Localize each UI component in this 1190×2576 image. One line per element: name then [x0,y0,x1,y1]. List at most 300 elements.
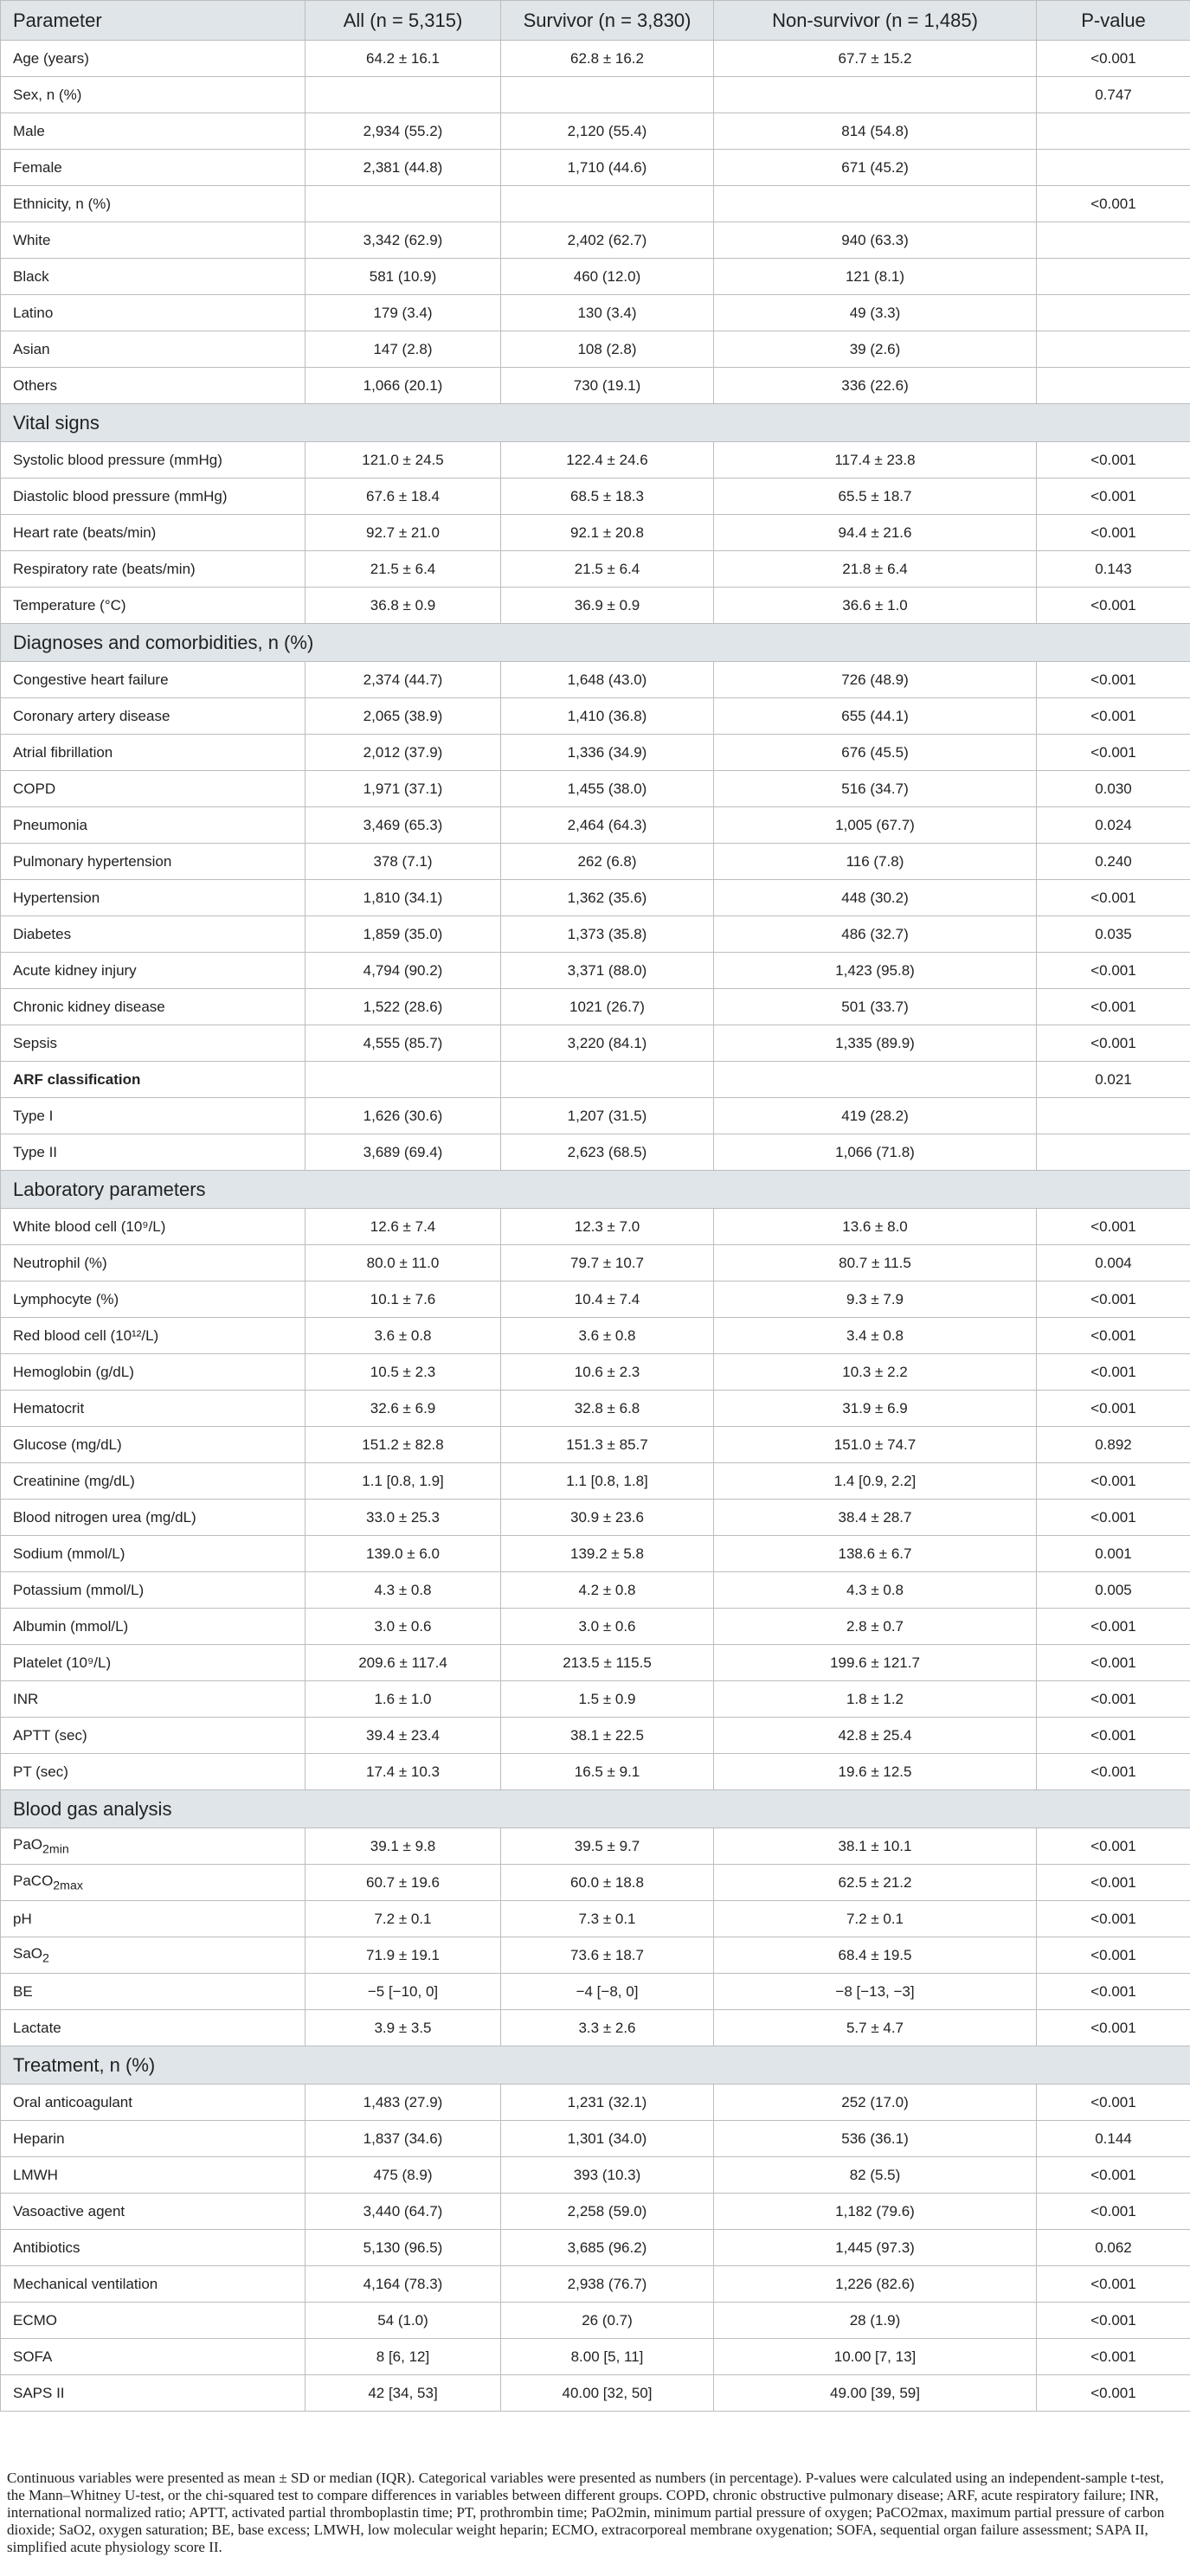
table-row [1,1463,1190,1500]
row-label: Red blood cell (10¹²/L) [1,1318,306,1354]
row-label: ECMO [1,2303,306,2339]
table-header-row [1,1,1190,41]
cell-p-value: <0.001 [1037,479,1190,515]
table-row [1,479,1190,515]
cell-survivor: 1021 (26.7) [501,989,714,1025]
row-label: Mechanical ventilation [1,2266,306,2303]
table-row [1,1318,1190,1354]
row-label: Sex, n (%) [1,77,306,113]
cell-all: 17.4 ± 10.3 [306,1754,501,1790]
cell-all: 33.0 ± 25.3 [306,1500,501,1536]
row-label: Chronic kidney disease [1,989,306,1025]
cell-all: 2,065 (38.9) [306,698,501,735]
cell-survivor: 730 (19.1) [501,368,714,404]
cell-survivor: 3.3 ± 2.6 [501,2010,714,2046]
row-label: Sepsis [1,1025,306,1062]
table-row [1,2230,1190,2266]
cell-all: 1,626 (30.6) [306,1098,501,1134]
table-row [1,2121,1190,2157]
cell-p-value: <0.001 [1037,442,1190,479]
cell-p-value: <0.001 [1037,2085,1190,2121]
row-label: LMWH [1,2157,306,2194]
cell-p-value: <0.001 [1037,2303,1190,2339]
cell-all: 3.6 ± 0.8 [306,1318,501,1354]
cell-all: 1,522 (28.6) [306,989,501,1025]
cell-p-value: <0.001 [1037,880,1190,916]
cell-survivor: 1,207 (31.5) [501,1098,714,1134]
table-row [1,1718,1190,1754]
cell-non-survivor: 419 (28.2) [714,1098,1037,1134]
cell-p-value: <0.001 [1037,662,1190,698]
cell-non-survivor: 138.6 ± 6.7 [714,1536,1037,1572]
cell-survivor: 460 (12.0) [501,259,714,295]
cell-all: 2,374 (44.7) [306,662,501,698]
cell-all: 121.0 ± 24.5 [306,442,501,479]
row-label: Others [1,368,306,404]
cell-all: 60.7 ± 19.6 [306,1865,501,1901]
cell-all: 21.5 ± 6.4 [306,551,501,588]
cell-non-survivor: 199.6 ± 121.7 [714,1645,1037,1681]
table-row [1,1098,1190,1134]
cell-survivor: 39.5 ± 9.7 [501,1828,714,1865]
cell-non-survivor [714,77,1037,113]
cell-p-value [1037,150,1190,186]
cell-all: 54 (1.0) [306,2303,501,2339]
section-header-row [1,2046,1190,2085]
row-label: Neutrophil (%) [1,1245,306,1282]
cell-survivor: 393 (10.3) [501,2157,714,2194]
cell-all: 209.6 ± 117.4 [306,1645,501,1681]
cell-p-value: <0.001 [1037,1718,1190,1754]
cell-non-survivor: 117.4 ± 23.8 [714,442,1037,479]
row-label: Acute kidney injury [1,953,306,989]
cell-non-survivor: 49.00 [39, 59] [714,2375,1037,2412]
cell-survivor: 1,362 (35.6) [501,880,714,916]
row-label [1,1865,306,1901]
row-label: Diabetes [1,916,306,953]
cell-p-value: <0.001 [1037,2266,1190,2303]
table-row [1,1974,1190,2010]
cell-non-survivor: 501 (33.7) [714,989,1037,1025]
table-row [1,1427,1190,1463]
cell-all: 36.8 ± 0.9 [306,588,501,624]
cell-survivor: 12.3 ± 7.0 [501,1209,714,1245]
row-label: Respiratory rate (beats/min) [1,551,306,588]
row-label-subscript: 2max [53,1879,83,1893]
row-label: Female [1,150,306,186]
cell-non-survivor: 336 (22.6) [714,368,1037,404]
section-title: Treatment, n (%) [1,2046,1190,2085]
row-label: Type I [1,1098,306,1134]
cell-p-value: <0.001 [1037,41,1190,77]
cell-p-value: <0.001 [1037,1828,1190,1865]
table-row [1,1500,1190,1536]
cell-all: −5 [−10, 0] [306,1974,501,2010]
row-label-subscript: 2min [42,1842,69,1857]
table-row [1,551,1190,588]
cell-survivor [501,77,714,113]
cell-non-survivor: 7.2 ± 0.1 [714,1901,1037,1937]
row-label: Potassium (mmol/L) [1,1572,306,1609]
cell-survivor: 1,648 (43.0) [501,662,714,698]
cell-p-value [1037,368,1190,404]
table-row [1,186,1190,222]
cell-non-survivor: 42.8 ± 25.4 [714,1718,1037,1754]
cell-all: 147 (2.8) [306,331,501,368]
cell-all: 39.4 ± 23.4 [306,1718,501,1754]
row-label: Type II [1,1134,306,1171]
section-header-row [1,624,1190,662]
cell-survivor: 3,220 (84.1) [501,1025,714,1062]
cell-non-survivor: 448 (30.2) [714,880,1037,916]
row-label: Lymphocyte (%) [1,1282,306,1318]
cell-survivor: 130 (3.4) [501,295,714,331]
cell-p-value: <0.001 [1037,1645,1190,1681]
cell-p-value: <0.001 [1037,1025,1190,1062]
cell-p-value: <0.001 [1037,1609,1190,1645]
cell-all: 3.0 ± 0.6 [306,1609,501,1645]
cell-p-value: <0.001 [1037,1937,1190,1974]
table-row [1,588,1190,624]
cell-survivor: 2,120 (55.4) [501,113,714,150]
row-label: Congestive heart failure [1,662,306,698]
cell-survivor: 16.5 ± 9.1 [501,1754,714,1790]
table-row [1,1754,1190,1790]
header-p-value: P-value [1037,1,1190,41]
cell-all: 67.6 ± 18.4 [306,479,501,515]
cell-survivor: 1,373 (35.8) [501,916,714,953]
cell-survivor: 2,938 (76.7) [501,2266,714,2303]
cell-p-value: 0.021 [1037,1062,1190,1098]
cell-survivor: 1,410 (36.8) [501,698,714,735]
cell-all [306,1062,501,1098]
table-row [1,2085,1190,2121]
cell-non-survivor: 82 (5.5) [714,2157,1037,2194]
table-row [1,698,1190,735]
cell-p-value: <0.001 [1037,1318,1190,1354]
cell-survivor: 73.6 ± 18.7 [501,1937,714,1974]
cell-p-value: <0.001 [1037,1901,1190,1937]
row-label-text: SaO [13,1944,43,1962]
cell-all: 1,971 (37.1) [306,771,501,807]
cell-p-value: <0.001 [1037,1500,1190,1536]
cell-all: 42 [34, 53] [306,2375,501,2412]
table-row [1,662,1190,698]
row-label: pH [1,1901,306,1937]
cell-all: 179 (3.4) [306,295,501,331]
table-row [1,989,1190,1025]
cell-p-value: 0.005 [1037,1572,1190,1609]
table-row [1,222,1190,259]
cell-p-value: <0.001 [1037,989,1190,1025]
cell-survivor: 40.00 [32, 50] [501,2375,714,2412]
cell-all: 80.0 ± 11.0 [306,1245,501,1282]
cell-survivor: −4 [−8, 0] [501,1974,714,2010]
cell-survivor: 30.9 ± 23.6 [501,1500,714,1536]
cell-survivor: 139.2 ± 5.8 [501,1536,714,1572]
cell-survivor: 10.6 ± 2.3 [501,1354,714,1391]
cell-survivor: 2,623 (68.5) [501,1134,714,1171]
table-row [1,880,1190,916]
cell-p-value: 0.024 [1037,807,1190,844]
cell-p-value: <0.001 [1037,1754,1190,1790]
section-header-row [1,1790,1190,1828]
cell-survivor: 36.9 ± 0.9 [501,588,714,624]
row-label: INR [1,1681,306,1718]
row-label: Heart rate (beats/min) [1,515,306,551]
cell-non-survivor: 726 (48.9) [714,662,1037,698]
cell-all: 10.5 ± 2.3 [306,1354,501,1391]
cell-all: 92.7 ± 21.0 [306,515,501,551]
cell-p-value [1037,222,1190,259]
section-title: Laboratory parameters [1,1171,1190,1209]
section-title: Vital signs [1,404,1190,442]
cell-survivor: 38.1 ± 22.5 [501,1718,714,1754]
row-label: Latino [1,295,306,331]
cell-all: 5,130 (96.5) [306,2230,501,2266]
table-row [1,1681,1190,1718]
cell-survivor: 1.5 ± 0.9 [501,1681,714,1718]
table-row [1,41,1190,77]
cell-p-value: <0.001 [1037,698,1190,735]
section-title: Diagnoses and comorbidities, n (%) [1,624,1190,662]
table-row [1,150,1190,186]
cell-non-survivor: 10.00 [7, 13] [714,2339,1037,2375]
cell-non-survivor: 38.4 ± 28.7 [714,1500,1037,1536]
cell-survivor: 60.0 ± 18.8 [501,1865,714,1901]
cell-survivor: 1,710 (44.6) [501,150,714,186]
cell-all: 2,381 (44.8) [306,150,501,186]
cell-all: 1.6 ± 1.0 [306,1681,501,1718]
row-label: SAPS II [1,2375,306,2412]
cell-non-survivor: 516 (34.7) [714,771,1037,807]
cell-all: 8 [6, 12] [306,2339,501,2375]
cell-non-survivor: 62.5 ± 21.2 [714,1865,1037,1901]
cell-all: 4,164 (78.3) [306,2266,501,2303]
cell-survivor: 262 (6.8) [501,844,714,880]
cell-survivor: 10.4 ± 7.4 [501,1282,714,1318]
cell-p-value: <0.001 [1037,1282,1190,1318]
cell-survivor: 68.5 ± 18.3 [501,479,714,515]
table-row [1,515,1190,551]
row-label: Coronary artery disease [1,698,306,735]
cell-p-value: <0.001 [1037,515,1190,551]
cell-non-survivor: 940 (63.3) [714,222,1037,259]
table-row [1,442,1190,479]
cell-p-value: <0.001 [1037,1463,1190,1500]
row-label: Diastolic blood pressure (mmHg) [1,479,306,515]
cell-survivor: 92.1 ± 20.8 [501,515,714,551]
row-label: Hemoglobin (g/dL) [1,1354,306,1391]
cell-non-survivor: 1,423 (95.8) [714,953,1037,989]
row-label: Oral anticoagulant [1,2085,306,2121]
cell-all: 1,483 (27.9) [306,2085,501,2121]
cell-all: 1,837 (34.6) [306,2121,501,2157]
cell-all: 64.2 ± 16.1 [306,41,501,77]
table-row [1,1901,1190,1937]
cell-p-value: 0.004 [1037,1245,1190,1282]
table-row [1,368,1190,404]
cell-all: 2,012 (37.9) [306,735,501,771]
cell-non-survivor: 67.7 ± 15.2 [714,41,1037,77]
row-label: SOFA [1,2339,306,2375]
cell-non-survivor: 4.3 ± 0.8 [714,1572,1037,1609]
table-row [1,735,1190,771]
cell-non-survivor: 13.6 ± 8.0 [714,1209,1037,1245]
cell-survivor: 32.8 ± 6.8 [501,1391,714,1427]
cell-non-survivor: 19.6 ± 12.5 [714,1754,1037,1790]
table-row [1,807,1190,844]
cell-survivor: 3,685 (96.2) [501,2230,714,2266]
cell-non-survivor: 151.0 ± 74.7 [714,1427,1037,1463]
row-label: Platelet (10⁹/L) [1,1645,306,1681]
row-label: APTT (sec) [1,1718,306,1754]
row-label: Sodium (mmol/L) [1,1536,306,1572]
cell-survivor: 8.00 [5, 11] [501,2339,714,2375]
cell-non-survivor: 36.6 ± 1.0 [714,588,1037,624]
cell-all: 3.9 ± 3.5 [306,2010,501,2046]
cell-all: 1,066 (20.1) [306,368,501,404]
cell-all: 581 (10.9) [306,259,501,295]
cell-non-survivor [714,1062,1037,1098]
table-row [1,1609,1190,1645]
row-label: Asian [1,331,306,368]
cell-p-value: 0.030 [1037,771,1190,807]
row-label: White blood cell (10⁹/L) [1,1209,306,1245]
cell-all [306,186,501,222]
header-survivor: Survivor (n = 3,830) [501,1,714,41]
cell-non-survivor: 39 (2.6) [714,331,1037,368]
cell-p-value [1037,1134,1190,1171]
cell-survivor [501,186,714,222]
cell-non-survivor [714,186,1037,222]
cell-non-survivor: 676 (45.5) [714,735,1037,771]
cell-all: 139.0 ± 6.0 [306,1536,501,1572]
cell-survivor: 21.5 ± 6.4 [501,551,714,588]
cell-survivor: 2,464 (64.3) [501,807,714,844]
cell-non-survivor: 1,182 (79.6) [714,2194,1037,2230]
cell-survivor: 1,231 (32.1) [501,2085,714,2121]
cell-survivor: 4.2 ± 0.8 [501,1572,714,1609]
cell-survivor: 151.3 ± 85.7 [501,1427,714,1463]
cell-p-value: <0.001 [1037,2194,1190,2230]
cell-non-survivor: 9.3 ± 7.9 [714,1282,1037,1318]
row-label: Blood nitrogen urea (mg/dL) [1,1500,306,1536]
row-label: Antibiotics [1,2230,306,2266]
row-label [1,1937,306,1974]
cell-survivor: 122.4 ± 24.6 [501,442,714,479]
cell-all: 10.1 ± 7.6 [306,1282,501,1318]
row-label: Hypertension [1,880,306,916]
cell-all: 12.6 ± 7.4 [306,1209,501,1245]
table-row [1,1865,1190,1901]
cell-non-survivor: 1,005 (67.7) [714,807,1037,844]
table-row [1,1572,1190,1609]
cell-non-survivor: 1,226 (82.6) [714,2266,1037,2303]
cell-p-value: <0.001 [1037,2157,1190,2194]
cell-p-value: 0.240 [1037,844,1190,880]
row-label: White [1,222,306,259]
table-row [1,77,1190,113]
table-row [1,2375,1190,2412]
row-label: Male [1,113,306,150]
cell-p-value [1037,113,1190,150]
table-row [1,2339,1190,2375]
cell-p-value: <0.001 [1037,1681,1190,1718]
cell-survivor: 7.3 ± 0.1 [501,1901,714,1937]
cell-non-survivor: 1,445 (97.3) [714,2230,1037,2266]
table-row [1,1209,1190,1245]
row-label: Albumin (mmol/L) [1,1609,306,1645]
row-label: PT (sec) [1,1754,306,1790]
cell-non-survivor: 28 (1.9) [714,2303,1037,2339]
row-label: Lactate [1,2010,306,2046]
table-row [1,771,1190,807]
cell-non-survivor: 94.4 ± 21.6 [714,515,1037,551]
table-row [1,1062,1190,1098]
cell-non-survivor: 10.3 ± 2.2 [714,1354,1037,1391]
cell-non-survivor: 1.8 ± 1.2 [714,1681,1037,1718]
row-label: Pneumonia [1,807,306,844]
cell-survivor [501,1062,714,1098]
cell-non-survivor: 1,066 (71.8) [714,1134,1037,1171]
cell-all: 3,689 (69.4) [306,1134,501,1171]
row-label: Ethnicity, n (%) [1,186,306,222]
cell-p-value [1037,259,1190,295]
row-label: BE [1,1974,306,2010]
cell-p-value: <0.001 [1037,735,1190,771]
row-label-text: PaCO [13,1872,54,1889]
cell-all: 71.9 ± 19.1 [306,1937,501,1974]
cell-p-value: <0.001 [1037,1354,1190,1391]
cell-all: 4,794 (90.2) [306,953,501,989]
table-row [1,1645,1190,1681]
cell-non-survivor: 31.9 ± 6.9 [714,1391,1037,1427]
row-label: Age (years) [1,41,306,77]
cell-non-survivor: 5.7 ± 4.7 [714,2010,1037,2046]
table-row [1,1282,1190,1318]
cell-non-survivor: 38.1 ± 10.1 [714,1828,1037,1865]
table-row [1,1354,1190,1391]
cell-survivor: 2,402 (62.7) [501,222,714,259]
table-row [1,844,1190,880]
table-row [1,916,1190,953]
row-label: ARF classification [1,1062,306,1098]
cell-p-value: <0.001 [1037,1391,1190,1427]
table-row [1,1025,1190,1062]
cell-non-survivor: 65.5 ± 18.7 [714,479,1037,515]
cell-survivor: 108 (2.8) [501,331,714,368]
table-row [1,1828,1190,1865]
cell-survivor: 2,258 (59.0) [501,2194,714,2230]
cell-survivor: 213.5 ± 115.5 [501,1645,714,1681]
cell-non-survivor: 121 (8.1) [714,259,1037,295]
cell-non-survivor: 1.4 [0.9, 2.2] [714,1463,1037,1500]
cell-all: 4.3 ± 0.8 [306,1572,501,1609]
section-header-row [1,1171,1190,1209]
cell-all: 378 (7.1) [306,844,501,880]
row-label [1,1828,306,1865]
cell-survivor: 1,301 (34.0) [501,2121,714,2157]
table-row [1,2157,1190,2194]
cell-all: 1,810 (34.1) [306,880,501,916]
table-row [1,1536,1190,1572]
cell-survivor: 3.0 ± 0.6 [501,1609,714,1645]
row-label: Creatinine (mg/dL) [1,1463,306,1500]
table-row [1,2303,1190,2339]
cell-all: 3,469 (65.3) [306,807,501,844]
cell-survivor: 79.7 ± 10.7 [501,1245,714,1282]
